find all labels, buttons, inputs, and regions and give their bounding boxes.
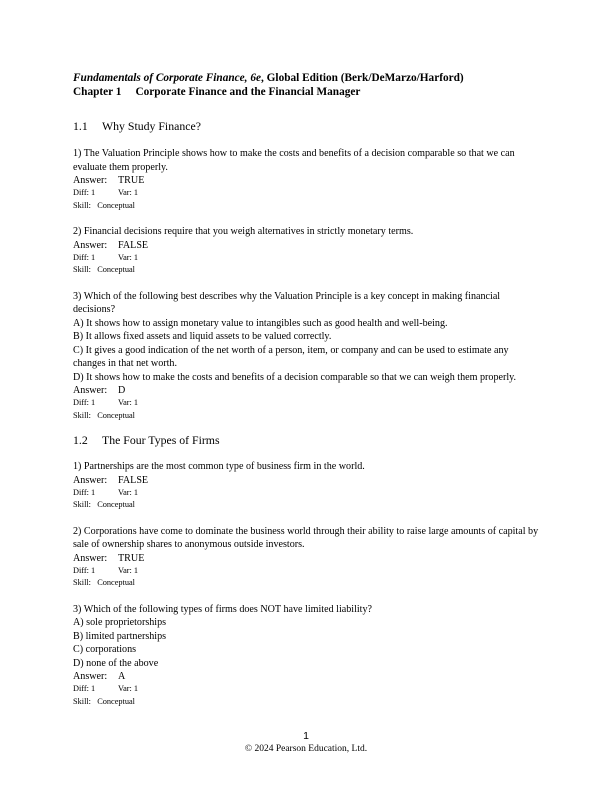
answer-value: TRUE <box>118 175 145 186</box>
answer-choice: A) It shows how to assign monetary value to intangibles such as good health and well-being. <box>73 317 448 329</box>
difficulty-line <box>73 397 543 410</box>
difficulty-line <box>73 252 543 265</box>
book-title-italic: Fundamentals of Corporate Finance, 6e <box>73 72 261 84</box>
answer-choice: D) It shows how to make the costs and benefits of a decision comparable so that we can weigh them properly. <box>73 371 517 383</box>
section-title: The Four Types of Firms <box>102 433 220 447</box>
answer-label: Answer: <box>73 671 108 682</box>
answer-choice: B) It allows fixed assets and liquid assets to be valued correctly. <box>73 331 332 342</box>
answer-line <box>73 174 543 187</box>
book-title <box>73 71 543 85</box>
difficulty-line <box>73 565 543 578</box>
difficulty: Diff: 1 <box>73 252 96 262</box>
copyright-notice: © 2024 Pearson Education, Ltd. <box>244 744 368 754</box>
answer-choice: C) It gives a good indication of the net worth of a person, item, or company and can be used to estimate any changes in that net worth. <box>73 344 509 369</box>
variant: Var: 1 <box>118 188 139 197</box>
difficulty: Diff: 1 <box>73 487 96 497</box>
skill-line: Skill: Conceptual <box>73 410 135 420</box>
difficulty: Diff: 1 <box>73 565 96 575</box>
answer-value: D <box>118 385 126 396</box>
skill-line: Skill: Conceptual <box>73 500 135 509</box>
difficulty-line <box>73 683 543 696</box>
question-item <box>73 147 543 212</box>
question-item <box>73 290 543 423</box>
document-page <box>73 71 543 708</box>
question-item <box>73 460 543 512</box>
skill-line: Skill: Conceptual <box>73 200 135 210</box>
section-number: 1.2 <box>73 433 88 447</box>
question-text: 2) Financial decisions require that you weigh alternatives in strictly monetary terms. <box>73 226 414 237</box>
question-text: 3) Which of the following types of firms does NOT have limited liability? <box>73 603 373 615</box>
answer-value: A <box>118 671 126 682</box>
question-text: 3) Which of the following best describes why the Valuation Principle is a key concept in making financial decisions? <box>73 290 501 315</box>
section-heading <box>73 433 543 447</box>
answer-label: Answer: <box>73 474 108 486</box>
answer-choice: D) none of the above <box>73 657 159 669</box>
answer-value: FALSE <box>118 239 149 251</box>
answer-line <box>73 552 543 565</box>
difficulty: Diff: 1 <box>73 684 96 693</box>
difficulty-line <box>73 487 543 500</box>
variant: Var: 1 <box>118 487 139 497</box>
question-item <box>73 603 543 709</box>
page-number: 1 <box>303 730 309 742</box>
book-title-edition: , Global Edition (Berk/DeMarzo/Harford) <box>261 72 464 84</box>
variant: Var: 1 <box>118 398 139 407</box>
section-title: Why Study Finance? <box>102 119 201 133</box>
question-text: 1) The Valuation Principle shows how to make the costs and benefits of a decision comparable so that we can evaluate them properly. <box>73 148 515 173</box>
answer-value: FALSE <box>118 474 149 486</box>
question-text: 2) Corporations have come to dominate the business world through their ability to raise large amounts of capital by sale of ownership shares to anonymous outside investors. <box>73 525 539 550</box>
answer-label: Answer: <box>73 239 108 251</box>
question-item <box>73 225 543 277</box>
skill-line: Skill: Conceptual <box>73 578 135 587</box>
skill-line: Skill: Conceptual <box>73 265 135 274</box>
answer-choice: B) limited partnerships <box>73 630 167 642</box>
answer-line <box>73 474 543 487</box>
answer-label: Answer: <box>73 175 108 186</box>
answer-line <box>73 239 543 252</box>
question-item <box>73 525 543 590</box>
difficulty-line <box>73 187 543 200</box>
answer-choice: C) corporations <box>73 644 137 655</box>
chapter-heading <box>73 85 543 99</box>
variant: Var: 1 <box>118 565 139 575</box>
answer-label: Answer: <box>73 385 108 396</box>
answer-value: TRUE <box>118 552 145 564</box>
answer-line <box>73 670 543 683</box>
question-text: 1) Partnerships are the most common type of business firm in the world. <box>73 461 365 472</box>
section-heading <box>73 119 543 133</box>
chapter-label: Chapter 1 <box>73 86 122 98</box>
answer-choice: A) sole proprietorships <box>73 617 167 628</box>
answer-line <box>73 384 543 397</box>
difficulty: Diff: 1 <box>73 188 96 197</box>
variant: Var: 1 <box>118 684 139 693</box>
chapter-title: Corporate Finance and the Financial Manager <box>135 86 361 98</box>
section-number: 1.1 <box>73 119 88 133</box>
difficulty: Diff: 1 <box>73 398 96 407</box>
variant: Var: 1 <box>118 252 139 262</box>
skill-line: Skill: Conceptual <box>73 696 135 706</box>
answer-label: Answer: <box>73 552 108 564</box>
